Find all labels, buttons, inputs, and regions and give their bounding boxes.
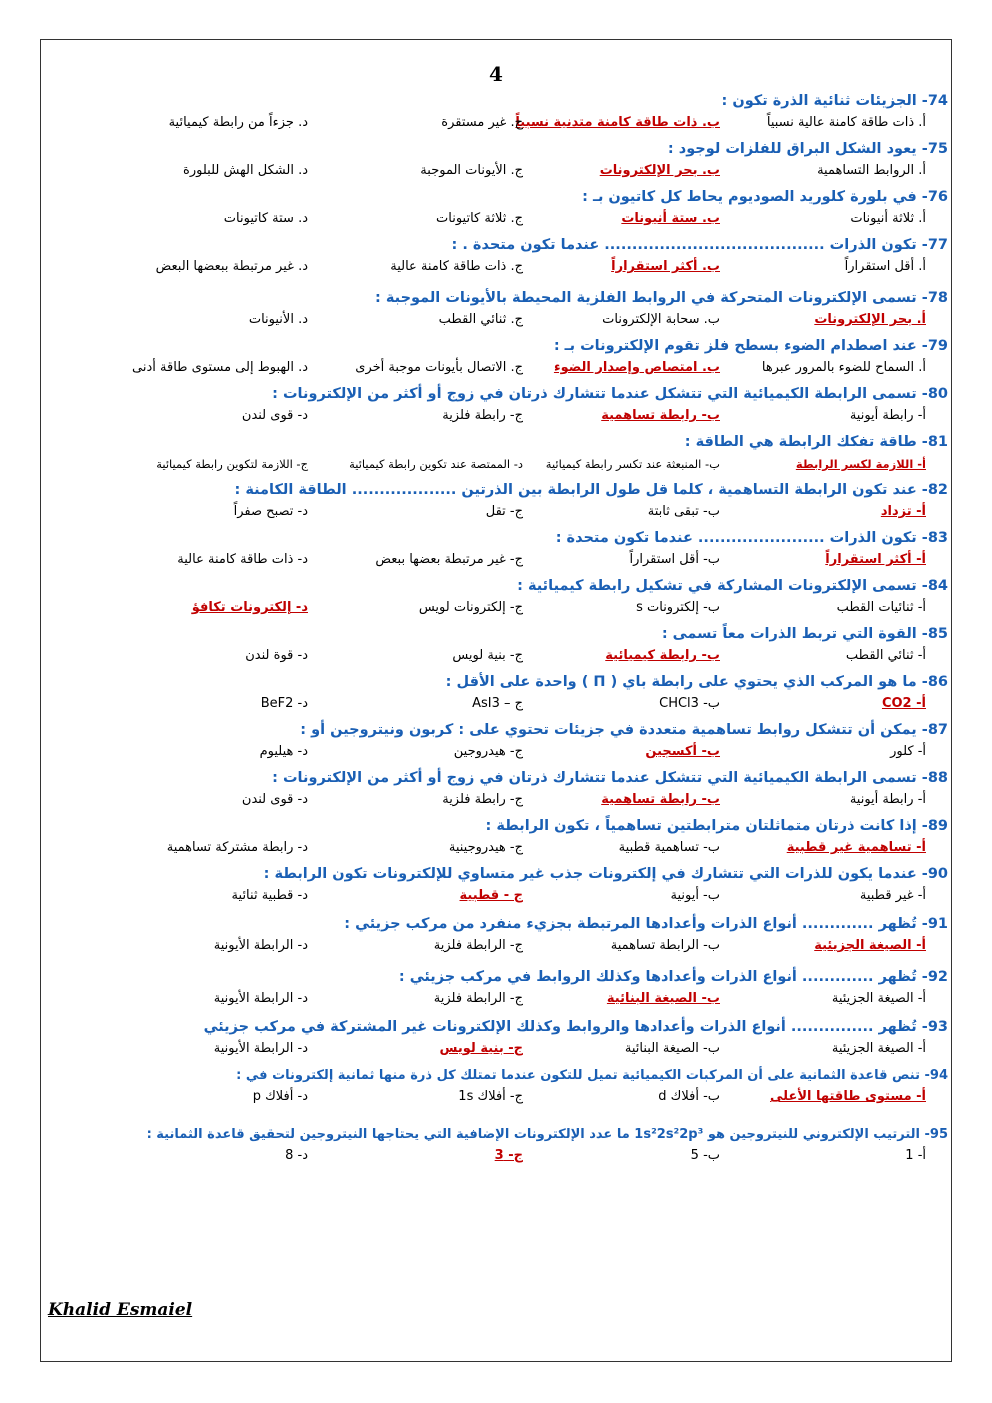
- question-text: 85- القوة التي تربط الذرات معاً تسمى :: [661, 626, 948, 642]
- answer-option: د- قوى لندن: [241, 792, 308, 807]
- question-list: [48, 88, 948, 1169]
- answer-option: ب- أيونية: [670, 888, 720, 903]
- answer-options: [48, 1086, 948, 1110]
- answer-option: ج – AsI3: [472, 696, 523, 711]
- question-item: [48, 480, 948, 525]
- answer-option: د- قوة لندن: [245, 648, 308, 663]
- answer-option: ج- الرابطة فلزية: [433, 938, 523, 953]
- correct-answer: أ. بحر الإلكترونات: [814, 312, 926, 327]
- answer-option: أ- غير قطبية: [859, 888, 926, 903]
- correct-answer: ب. امتصاص وإصدار الضوء: [553, 360, 720, 375]
- answer-options: [48, 357, 948, 381]
- answer-option: ج- غير مرتبطة بعضها ببعض: [375, 552, 523, 567]
- question-item: [48, 1065, 948, 1110]
- answer-option: د. الهبوط إلى مستوى طاقة أدنى: [132, 360, 308, 375]
- question-text: 83- تكون الذرات ....................... عندما تكون متحدة :: [555, 530, 948, 546]
- answer-options: [48, 597, 948, 621]
- question-text: 95- الترتيب الإلكتروني للنيتروجين هو 1s²2s²2p³ ما عدد الإلكترونات الإضافية التي يحتاجها النيتروجين لتحقيق قاعدة الثمانية :: [146, 1127, 948, 1142]
- page-number: 4: [489, 62, 503, 86]
- answer-option: أ- كلور: [890, 744, 926, 759]
- answer-option: أ. أقل استقراراً: [844, 259, 926, 274]
- answer-option: ج- رابطة فلزية: [442, 792, 523, 807]
- correct-answer: أ- اللازمة لكسر الرابطة: [795, 457, 926, 471]
- answer-option: د. ستة كاتيونات: [223, 211, 308, 226]
- question-item: [48, 720, 948, 765]
- question-item: [48, 914, 948, 959]
- answer-option: ج. ذات طاقة كامنة عالية: [390, 259, 523, 274]
- answer-options: [48, 501, 948, 525]
- answer-option: ج. غير مستقرة: [441, 115, 523, 130]
- question-item: [48, 528, 948, 573]
- answer-option: أ- 1: [905, 1148, 926, 1163]
- correct-answer: ب. ستة أنيونات: [621, 211, 720, 226]
- question-text: 92- تُظهر ............. أنواع الذرات وأعدادها وكذلك الروابط في مركب جزيئي :: [398, 969, 948, 985]
- answer-option: ب- المنبعثة عند تكسر رابطة كيميائية: [545, 457, 720, 471]
- answer-option: أ- الصيغة الجزيئية: [831, 991, 926, 1006]
- answer-options: [48, 405, 948, 429]
- question-item: [48, 432, 948, 477]
- answer-option: ب- 5: [690, 1148, 720, 1163]
- answer-options: [48, 741, 948, 765]
- question-item: [48, 384, 948, 429]
- answer-option: د- ذات طاقة كامنة عالية: [177, 552, 308, 567]
- correct-answer: أ- CO2: [881, 696, 926, 711]
- answer-option: أ- رابطة أيونية: [849, 408, 926, 423]
- question-text: 91- تُظهر ............. أنواع الذرات وأعدادها المرتبطة بجزيء منفرد من مركب جزيئي :: [344, 916, 948, 932]
- question-item: [48, 288, 948, 333]
- answer-option: ب- CHCl3: [659, 696, 720, 711]
- answer-option: أ- ثنائيات القطب: [836, 600, 926, 615]
- correct-answer: ج- 3: [494, 1148, 523, 1163]
- correct-answer: ب- رابطة تساهمية: [601, 792, 720, 807]
- question-item: [48, 864, 948, 909]
- question-text: 94- تنص قاعدة الثمانية على أن المركبات الكيميائية تميل للتكون عندما تمتلك كل ذرة منها ثمانية إلكترونات في :: [236, 1068, 948, 1083]
- answer-option: د- الرابطة الأيونية: [213, 938, 308, 953]
- answer-options: [48, 256, 948, 280]
- question-text: 87- يمكن أن تتشكل روابط تساهمية متعددة في جزيئات تحتوي على : كربون ونيتروجين أو :: [300, 722, 948, 738]
- correct-answer: أ- أكثر استقراراً: [825, 552, 926, 567]
- answer-option: ج- هيدروجين: [453, 744, 523, 759]
- answer-options: [48, 988, 948, 1012]
- answer-option: د- أفلاك p: [252, 1089, 308, 1104]
- answer-option: ب- الصيغة البنائية: [624, 1041, 720, 1056]
- answer-option: د. الأنيونات: [248, 312, 308, 327]
- correct-answer: ب- الصيغة البنائية: [606, 991, 720, 1006]
- question-item: [48, 967, 948, 1012]
- answer-option: د- الممتصة عند تكوين رابطة كيميائية: [349, 457, 523, 471]
- question-item: [48, 768, 948, 813]
- question-text: 79- عند اصطدام الضوء بسطح فلز تقوم الإلكترونات بـ :: [553, 338, 948, 354]
- answer-option: ب- إلكترونات s: [636, 600, 720, 615]
- answer-options: [48, 693, 948, 717]
- answer-option: ب. سحابة الإلكترونات: [602, 312, 720, 327]
- correct-answer: أ- مستوى طاقتها الأعلى: [770, 1089, 926, 1104]
- correct-answer: ب. بحر الإلكترونات: [599, 163, 720, 178]
- question-item: [48, 1017, 948, 1062]
- correct-answer: ب. ذات طاقة كامنة متدنية نسبياً: [515, 115, 720, 130]
- answer-option: د- الرابطة الأيونية: [213, 991, 308, 1006]
- question-text: 90- عندما يكون للذرات التي تتشارك في إلكترونات جذب غير متساوي للإلكترونات تكون الرابطة :: [263, 866, 948, 882]
- answer-option: ج- أفلاك 1s: [458, 1089, 523, 1104]
- answer-options: [48, 1038, 948, 1062]
- question-item: [48, 576, 948, 621]
- question-text: 81- طاقة تفكك الرابطة هي الطاقة :: [684, 434, 948, 450]
- answer-options: [48, 549, 948, 573]
- answer-option: د- قطبية ثنائية: [231, 888, 308, 903]
- answer-option: د- رابطة مشتركة تساهمية: [166, 840, 308, 855]
- answer-option: أ- ثنائي القطب: [845, 648, 926, 663]
- correct-answer: أ- الصيغة الجزيئية: [814, 938, 926, 953]
- correct-answer: أ- تزداد: [880, 504, 926, 519]
- question-text: 77- تكون الذرات ........................................ عندما تكون متحدة . :: [451, 237, 948, 253]
- answer-options: [48, 645, 948, 669]
- question-text: 84- تسمى الإلكترونات المشاركة في تشكيل رابطة كيميائية :: [517, 578, 948, 594]
- correct-answer: ب. أكثر استقراراً: [611, 259, 720, 274]
- answer-option: ج. ثنائي القطب: [438, 312, 523, 327]
- question-text: 82- عند تكون الرابطة التساهمية ، كلما قل طول الرابطة بين الذرتين ................... الطاقة الكامنة :: [234, 482, 948, 498]
- answer-option: د. غير مرتبطة ببعضها البعض: [155, 259, 308, 274]
- question-text: 93- تُظهر ............... أنواع الذرات وأعدادها والروابط وكذلك الإلكترونات غير المشتركة في مركب جزيئي: [203, 1019, 948, 1035]
- correct-answer: ج - قطبية: [459, 888, 523, 903]
- correct-answer: أ- تساهمية غير قطبية: [786, 840, 926, 855]
- question-text: 89- إذا كانت ذرتان متماثلتان مترابطتين تساهمياً ، تكون الرابطة :: [485, 818, 948, 834]
- answer-option: ب- الرابطة تساهمية: [610, 938, 720, 953]
- answer-options: [48, 935, 948, 959]
- correct-answer: ج- بنية لويس: [439, 1041, 523, 1056]
- answer-option: د. الشكل الهش للبلورة: [183, 163, 308, 178]
- question-text: 74- الجزيئات ثنائية الذرة تكون :: [721, 93, 948, 109]
- answer-option: ج- رابطة فلزية: [442, 408, 523, 423]
- question-text: 86- ما هو المركب الذي يحتوي على رابطة باي ( Π ) واحدة على الأقل :: [445, 674, 948, 690]
- answer-option: د. جزءاً من رابطة كيميائية: [168, 115, 308, 130]
- question-text: 78- تسمى الإلكترونات المتحركة في الروابط الفلزية المحيطة بالأيونات الموجبة :: [375, 290, 948, 306]
- question-item: [48, 816, 948, 861]
- answer-option: ج- هيدروجينية: [448, 840, 523, 855]
- answer-option: أ- الصيغة الجزيئية: [831, 1041, 926, 1056]
- answer-option: أ- رابطة أيونية: [849, 792, 926, 807]
- question-item: [48, 336, 948, 381]
- answer-options: [48, 309, 948, 333]
- question-item: [48, 91, 948, 136]
- question-item: [48, 235, 948, 280]
- answer-option: د- قوى لندن: [241, 408, 308, 423]
- correct-answer: د- إلكترونات تكافؤ: [191, 600, 308, 615]
- answer-options: [48, 453, 948, 477]
- answer-option: أ. السماح للضوء بالمرور عبرها: [761, 360, 926, 375]
- answer-options: [48, 885, 948, 909]
- answer-option: أ. ذات طاقة كامنة عالية نسبياً: [766, 115, 926, 130]
- question-item: [48, 1124, 948, 1169]
- answer-option: ج- بنية لويس: [452, 648, 523, 663]
- author-signature: Khalid Esmaiel: [48, 1300, 193, 1320]
- answer-option: ج- الرابطة فلزية: [433, 991, 523, 1006]
- answer-option: د- هيليوم: [259, 744, 308, 759]
- answer-option: ج- اللازمة لتكوين رابطة كيميائية: [156, 457, 308, 471]
- question-item: [48, 139, 948, 184]
- question-text: 88- تسمى الرابطة الكيميائية التي تتشكل عندما تتشارك ذرتان في زوج أو أكثر من الإلكترونات :: [272, 770, 948, 786]
- question-text: 76- في بلورة كلوريد الصوديوم يحاط كل كاتيون بـ :: [582, 189, 948, 205]
- answer-option: د- 8: [285, 1148, 308, 1163]
- answer-option: ب- تبقى ثابتة: [647, 504, 720, 519]
- answer-option: ج. الاتصال بأيونات موجبة أخرى: [355, 360, 523, 375]
- question-text: 75- يعود الشكل البراق للفلزات لوجود :: [667, 141, 948, 157]
- question-item: [48, 187, 948, 232]
- answer-options: [48, 789, 948, 813]
- correct-answer: ب- رابطة كيميائية: [605, 648, 720, 663]
- answer-option: ب- أفلاك d: [658, 1089, 720, 1104]
- answer-options: [48, 160, 948, 184]
- answer-option: ج- تقل: [485, 504, 523, 519]
- question-item: [48, 672, 948, 717]
- answer-option: أ. الروابط التساهمية: [817, 163, 926, 178]
- answer-option: أ. ثلاثة أنيونات: [850, 211, 926, 226]
- answer-option: ب- تساهمية قطبية: [618, 840, 720, 855]
- correct-answer: ب- أكسجين: [645, 744, 720, 759]
- answer-option: د- تصبح صفراً: [233, 504, 308, 519]
- question-text: 80- تسمى الرابطة الكيميائية التي تتشكل عندما تتشارك ذرتان في زوج أو أكثر من الإلكترونات :: [272, 386, 948, 402]
- answer-options: [48, 208, 948, 232]
- answer-option: د- BeF2: [260, 696, 308, 711]
- answer-options: [48, 1145, 948, 1169]
- answer-option: ج- إلكترونات لويس: [418, 600, 523, 615]
- answer-option: ج. ثلاثة كاتيونات: [436, 211, 523, 226]
- answer-options: [48, 837, 948, 861]
- answer-option: ب- أقل استقراراً: [629, 552, 720, 567]
- answer-option: د- الرابطة الأيونية: [213, 1041, 308, 1056]
- answer-options: [48, 112, 948, 136]
- question-item: [48, 624, 948, 669]
- correct-answer: ب- رابطة تساهمية: [601, 408, 720, 423]
- answer-option: ج. الأيونات الموجبة: [420, 163, 523, 178]
